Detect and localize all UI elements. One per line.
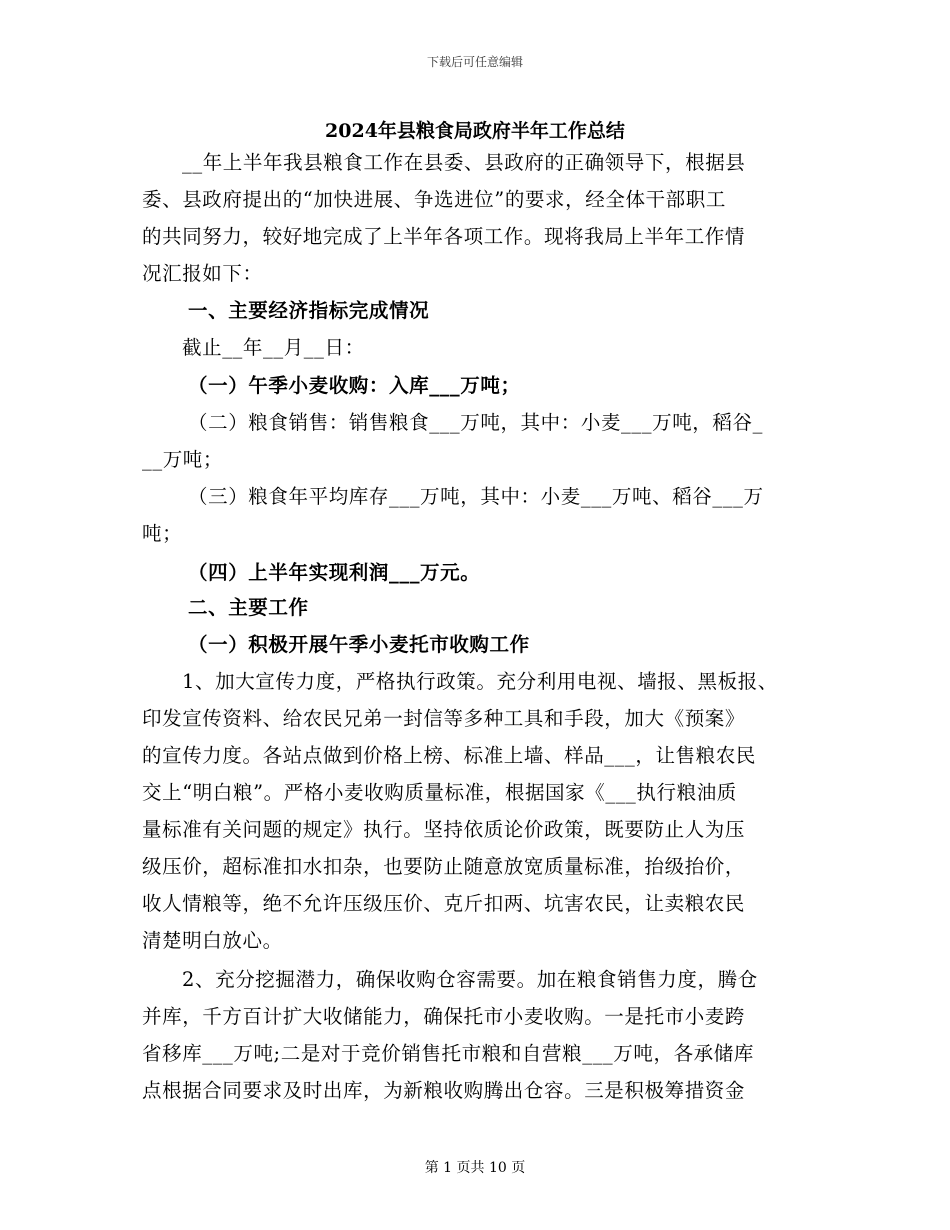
paragraph-line: 1、加大宣传力度，严格执行政策。充分利用电视、墙报、黑板报、 — [182, 670, 778, 693]
paragraph-line: 印发宣传资料、给农民兄弟一封信等多种工具和手段，加大《预案》 — [142, 707, 746, 730]
paragraph-line: 的共同努力，较好地完成了上半年各项工作。现将我局上半年工作情 — [142, 225, 746, 248]
section-heading: 二、主要工作 — [188, 596, 309, 619]
paragraph-line: __万吨； — [142, 448, 223, 471]
paragraph-line: 并库，千方百计扩大收储能力，确保托市小麦收购。一是托市小麦跨 — [142, 1005, 746, 1028]
section-heading: 一、主要经济指标完成情况 — [188, 299, 430, 322]
list-item: （一）午季小麦收购：入库___万吨； — [188, 374, 521, 397]
list-item: （二）粮食销售：销售粮食___万吨，其中：小麦___万吨，稻谷_ — [188, 411, 763, 434]
document-title: 2024年县粮食局政府半年工作总结 — [325, 120, 625, 142]
subsection-heading: （一）积极开展午季小麦托市收购工作 — [188, 633, 530, 656]
paragraph-line: 级压价，超标准扣水扣杂，也要防止随意放宽质量标准，抬级抬价， — [142, 855, 746, 878]
list-item: （四）上半年实现利润___万元。 — [188, 561, 481, 584]
paragraph-line: 省移库___万吨;二是对于竞价销售托市粮和自营粮___万吨，各承储库 — [142, 1042, 754, 1065]
paragraph-line: __年上半年我县粮食工作在县委、县政府的正确领导下，根据县 — [182, 151, 746, 174]
paragraph-line: 截止__年__月__日： — [182, 336, 365, 359]
paragraph-line: 委、县政府提出的“加快进展、争选进位”的要求，经全体干部职工 — [142, 188, 726, 211]
paragraph-line: 吨； — [142, 522, 183, 545]
paragraph-line: 收人情粮等，绝不允许压级压价、克斤扣两、坑害农民，让卖粮农民 — [142, 892, 746, 915]
paragraph-line: 2、充分挖掘潜力，确保收购仓容需要。加在粮食销售力度，腾仓 — [182, 968, 758, 991]
paragraph-line: 点根据合同要求及时出库，为新粮收购腾出仓容。三是积极筹措资金 — [142, 1079, 746, 1102]
paragraph-line: 清楚明白放心。 — [142, 929, 283, 952]
paragraph-line: 交上“明白粮”。严格小麦收购质量标准，根据国家《___执行粮油质 — [142, 781, 737, 804]
paragraph-line: 量标准有关问题的规定》执行。坚持依质论价政策，既要防止人为压 — [142, 818, 746, 841]
paragraph-line: 况汇报如下： — [142, 262, 263, 285]
page-number: 第 1 页共 10 页 — [424, 1160, 526, 1176]
header-note: 下载后可任意编辑 — [426, 55, 523, 69]
list-item: （三）粮食年平均库存___万吨，其中：小麦___万吨、稻谷___万 — [188, 485, 764, 508]
paragraph-line: 的宣传力度。各站点做到价格上榜、标准上墙、样品___，让售粮农民 — [142, 744, 756, 767]
